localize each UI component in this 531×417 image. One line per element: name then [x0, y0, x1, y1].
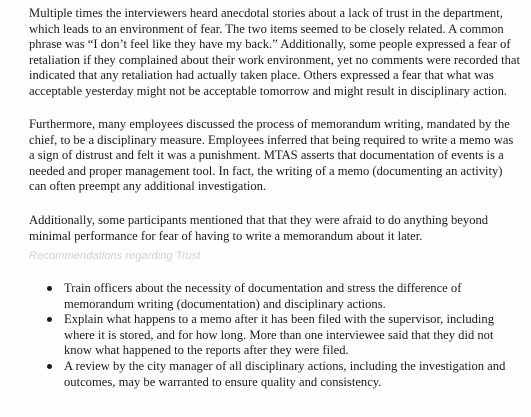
paragraph-memorandum-writing: Furthermore, many employees discussed the process of memorandum writing, mandated by the chief, to be a disciplinary measure. Employees inferred that being required to write a memo was a sign of distrust and felt it was a punishment. MTAS asserts that documentation of events is a needed and proper management tool. In fact, the writing of a memo (documenting an activity) can often preempt any additional investigation.: [29, 117, 514, 194]
list-item-text: Train officers about the necessity of documentation and stress the difference of memorandum writing (documentation) and disciplinary actions.: [64, 281, 462, 311]
recommendations-list: [0, 281, 531, 390]
bullet-icon: [47, 317, 52, 322]
list-item-text: A review by the city manager of all disciplinary actions, including the investigation and outcomes, may be warranted to ensure quality and consistency.: [64, 358, 506, 389]
list-item: [0, 359, 531, 390]
bullet-icon: [47, 286, 52, 291]
paragraph-minimal-performance: Additionally, some participants mentioned that that they were afraid to do anything beyond minimal performance for fear of having to write a memorandum about it later.: [29, 213, 489, 243]
bullet-icon: [47, 364, 52, 369]
paragraph-trust-fear: Multiple times the interviewers heard anecdotal stories about a lack of trust in the department, which leads to an environment of fear. The two items seemed to be closely related. A common phrase was “I don’t feel like they have my back.” Additionally, some people expressed a fear of retaliation if they complained about their work environment, yet no comments were recorded that indicated that any retaliation had actually taken place. Others expressed a fear that what was acceptable yesterday might not be acceptable tomorrow and might result in disciplinary action.: [29, 6, 520, 98]
list-item: [0, 281, 531, 312]
list-item-text: Explain what happens to a memo after it has been filed with the supervisor, including where it is stored, and for how long. More than one interviewee said that they did not know what happened to the reports after they were filed.: [64, 312, 495, 358]
list-item: [0, 312, 531, 359]
section-heading: Recommendations regarding Trust: [29, 250, 201, 262]
